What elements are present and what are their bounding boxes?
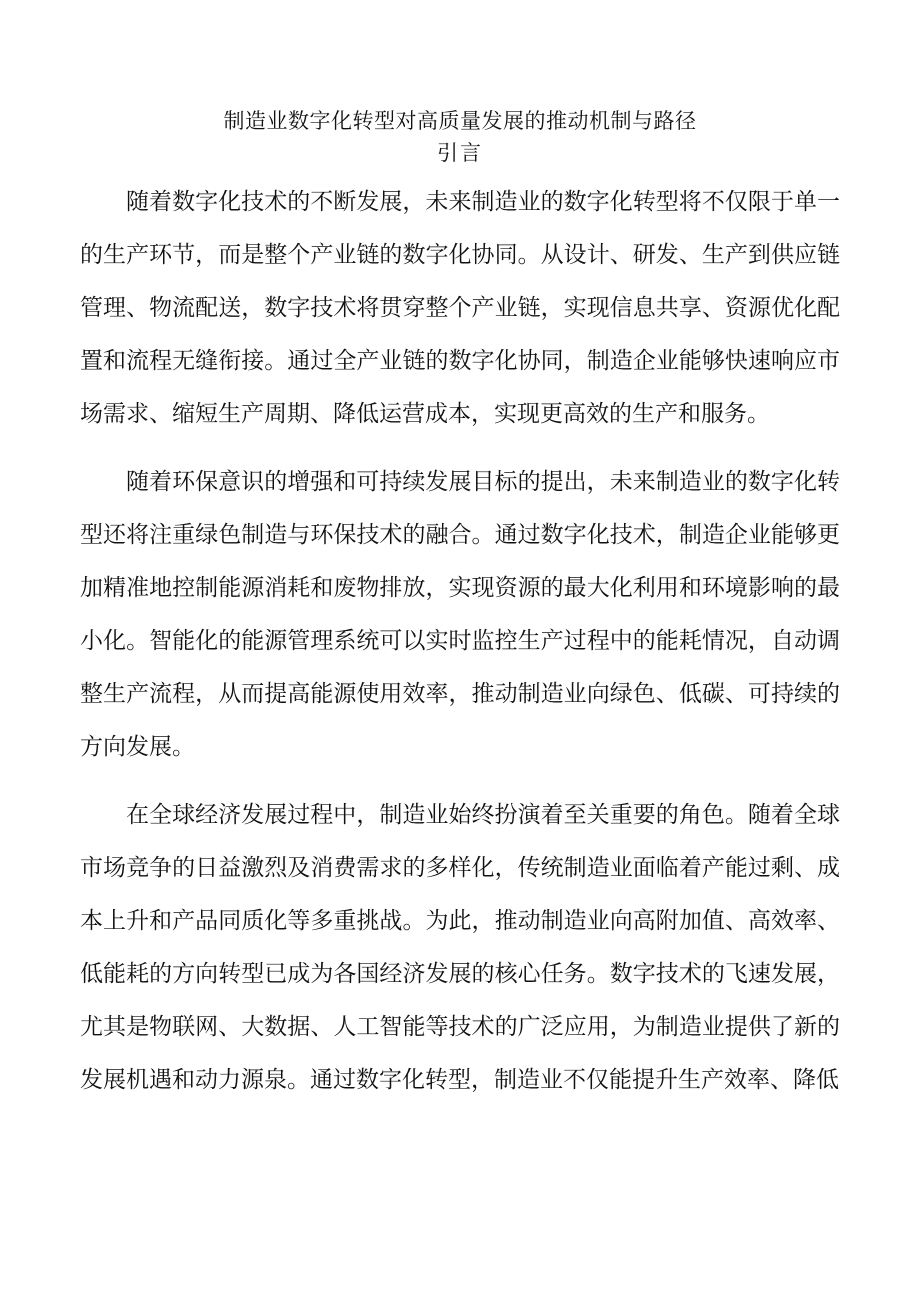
- section-heading: 引言: [437, 141, 483, 165]
- paragraph-2: 随着环保意识的增强和可持续发展目标的提出，未来制造业的数字化转型还将注重绿色制造与环保技术的融合。通过数字化技术，制造企业能够更加精准地控制能源消耗和废物排放，实现资源的最大化利用和环境影响的最小化。智能化的能源管理系统可以实时监控生产过程中的能耗情况，自动调整生产流程，从而提高能源使用效率，推动制造业向绿色、低碳、可持续的方向发展。: [80, 469, 840, 760]
- paragraph-1: 随着数字化技术的不断发展，未来制造业的数字化转型将不仅限于单一的生产环节，而是整个产业链的数字化协同。从设计、研发、生产到供应链管理、物流配送，数字技术将贯穿整个产业链，实现信息共享、资源优化配置和流程无缝衔接。通过全产业链的数字化协同，制造企业能够快速响应市场需求、缩短生产周期、降低运营成本，实现更高效的生产和服务。: [80, 189, 840, 427]
- document-title: 制造业数字化转型对高质量发展的推动机制与路径: [223, 109, 697, 133]
- paragraph-3: 在全球经济发展过程中，制造业始终扮演着至关重要的角色。随着全球市场竞争的日益激烈及消费需求的多样化，传统制造业面临着产能过剩、成本上升和产品同质化等多重挑战。为此，推动制造业向高附加值、高效率、低能耗的方向转型已成为各国经济发展的核心任务。数字技术的飞速发展，尤其是物联网、大数据、人工智能等技术的广泛应用，为制造业提供了新的发展机遇和动力源泉。通过数字化转型，制造业不仅能提升生产效率、降低: [80, 802, 840, 1093]
